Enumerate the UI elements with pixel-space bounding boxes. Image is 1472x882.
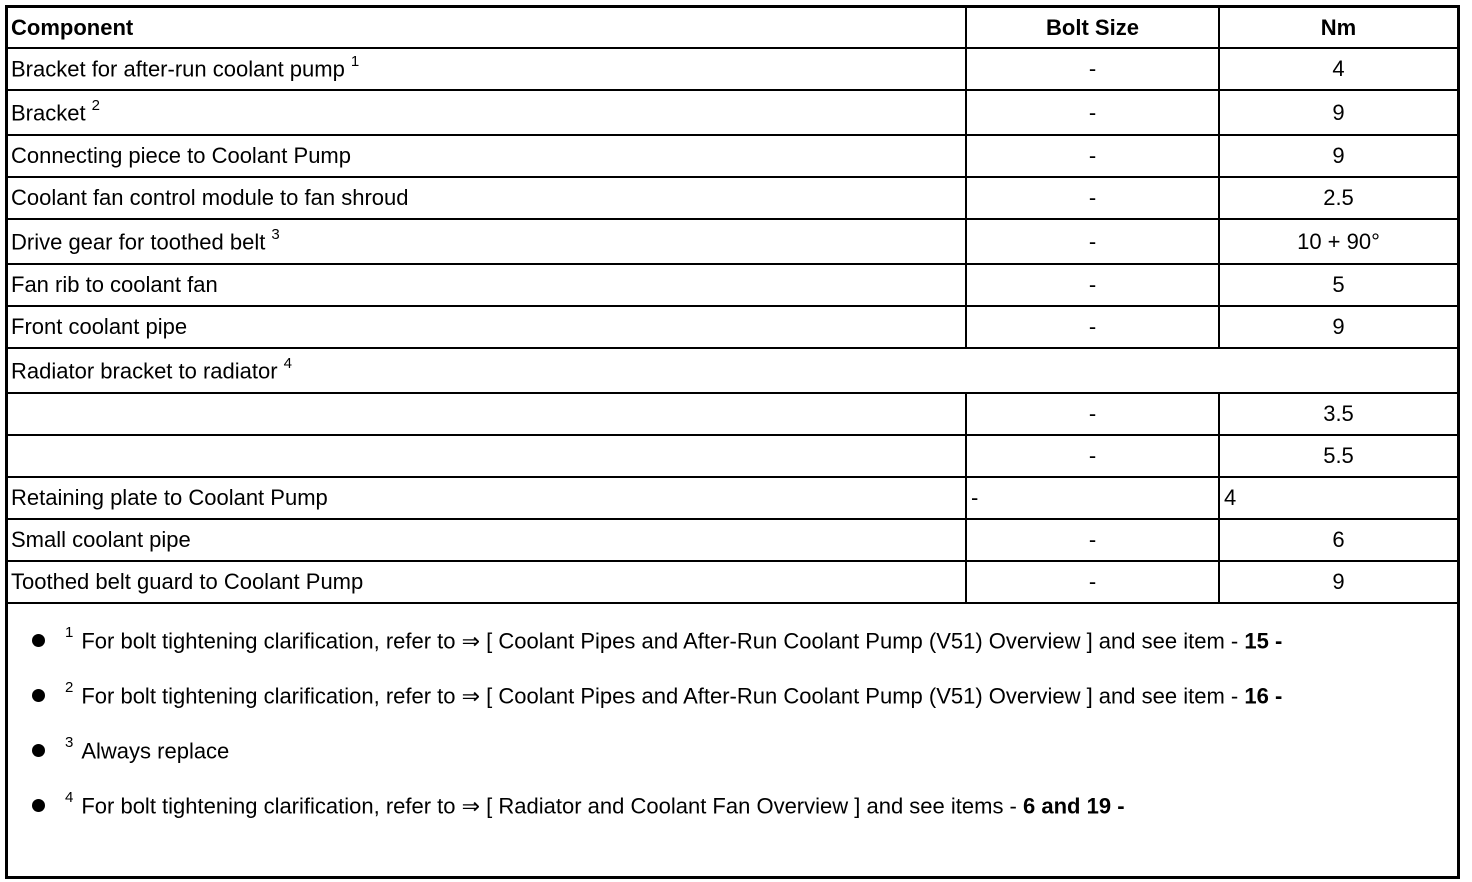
footnote-number: 3 [65, 734, 74, 751]
footnote-ref: 3 [271, 225, 280, 243]
bolt-size-cell: - [966, 264, 1219, 306]
footnote-number: 1 [65, 624, 74, 641]
component-name: Coolant fan control module to fan shroud [11, 185, 409, 210]
table-row [8, 435, 1457, 477]
table-row [8, 90, 1457, 135]
bolt-size-cell: - [966, 135, 1219, 177]
footnote-item [8, 721, 1457, 776]
footnote-text [65, 734, 230, 764]
table-row [8, 177, 1457, 219]
component-name: Small coolant pipe [11, 527, 191, 552]
torque-cell: 4 [1219, 477, 1457, 519]
component-cell [8, 306, 966, 348]
component-cell [8, 477, 966, 519]
bolt-size-cell: - [966, 477, 1219, 519]
footnote-item [8, 776, 1457, 831]
table-group-row [8, 348, 1457, 393]
footnote-body: For bolt tightening clarification, refer to ⇒ [ Radiator and Coolant Fan Overview ] and see items - [81, 793, 1017, 819]
bolt-size-cell: - [966, 48, 1219, 90]
torque-cell: 6 [1219, 519, 1457, 561]
component-name: Toothed belt guard to Coolant Pump [11, 569, 364, 594]
torque-cell: 3.5 [1219, 393, 1457, 435]
bolt-size-cell: - [966, 219, 1219, 264]
component-cell [8, 219, 966, 264]
footnote-tail: - [1117, 793, 1125, 819]
footnote-text [65, 679, 1283, 709]
column-header-component: Component [8, 8, 966, 48]
footnote-body: Always replace [81, 738, 230, 764]
torque-cell: 5.5 [1219, 435, 1457, 477]
torque-cell: 10 + 90° [1219, 219, 1457, 264]
component-name: Connecting piece to Coolant Pump [11, 143, 351, 168]
component-group-cell [8, 348, 1457, 393]
footnote-body: For bolt tightening clarification, refer to ⇒ [ Coolant Pipes and After-Run Coolant Pump (V51) Overview ] and see item - [81, 683, 1239, 709]
footnote-item-ref: 16 [1244, 683, 1269, 709]
table-row [8, 135, 1457, 177]
table-row [8, 219, 1457, 264]
column-header-bolt-size: Bolt Size [966, 8, 1219, 48]
component-cell [8, 393, 966, 435]
footnotes-list [8, 611, 1457, 831]
footnote-ref: 2 [91, 96, 100, 114]
component-cell [8, 177, 966, 219]
component-cell [8, 519, 966, 561]
torque-cell: 9 [1219, 135, 1457, 177]
footnote-item [8, 611, 1457, 666]
component-cell [8, 135, 966, 177]
footnote-text [65, 624, 1283, 654]
bolt-size-cell: - [966, 90, 1219, 135]
component-name: Bracket [11, 100, 86, 126]
bolt-size-cell: - [966, 177, 1219, 219]
component-name: Bracket for after-run coolant pump [11, 56, 345, 82]
bolt-size-cell: - [966, 306, 1219, 348]
torque-cell: 2.5 [1219, 177, 1457, 219]
torque-spec-table [8, 8, 1457, 604]
bolt-size-cell: - [966, 435, 1219, 477]
footnote-ref: 1 [350, 53, 360, 71]
torque-cell: 9 [1219, 561, 1457, 603]
footnote-item [8, 666, 1457, 721]
footnote-text [65, 789, 1125, 819]
bolt-size-cell: - [966, 393, 1219, 435]
table-row [8, 477, 1457, 519]
table-row [8, 306, 1457, 348]
footnote-item-ref: 6 and 19 [1023, 793, 1112, 819]
torque-cell: 9 [1219, 306, 1457, 348]
component-cell [8, 561, 966, 603]
component-name: Drive gear for toothed belt [11, 229, 266, 255]
bullet-icon [32, 634, 45, 647]
bolt-size-cell: - [966, 561, 1219, 603]
bolt-size-cell: - [966, 519, 1219, 561]
bullet-icon [32, 799, 45, 812]
footnote-body: For bolt tightening clarification, refer to ⇒ [ Coolant Pipes and After-Run Coolant Pump (V51) Overview ] and see item - [81, 628, 1239, 654]
table-row [8, 393, 1457, 435]
table-header-row [8, 8, 1457, 48]
footnote-tail: - [1274, 628, 1283, 654]
component-cell [8, 48, 966, 90]
footnote-ref: 4 [283, 354, 292, 372]
component-cell [8, 90, 966, 135]
component-cell [8, 435, 966, 477]
bullet-icon [32, 689, 45, 702]
table-row [8, 48, 1457, 90]
table-row [8, 519, 1457, 561]
torque-spec-document [5, 5, 1460, 879]
column-header-nm: Nm [1219, 8, 1457, 48]
component-name: Radiator bracket to radiator [11, 358, 278, 384]
footnote-tail: - [1274, 683, 1283, 709]
footnote-number: 4 [65, 789, 74, 806]
footnote-item-ref: 15 [1244, 628, 1269, 654]
table-row [8, 264, 1457, 306]
bullet-icon [32, 744, 45, 757]
component-cell [8, 264, 966, 306]
component-name: Front coolant pipe [11, 314, 188, 339]
torque-cell: 9 [1219, 90, 1457, 135]
table-row [8, 561, 1457, 603]
torque-cell: 4 [1219, 48, 1457, 90]
torque-cell: 5 [1219, 264, 1457, 306]
component-name: Fan rib to coolant fan [11, 272, 218, 297]
footnote-number: 2 [65, 679, 74, 696]
component-name: Retaining plate to Coolant Pump [11, 485, 328, 510]
